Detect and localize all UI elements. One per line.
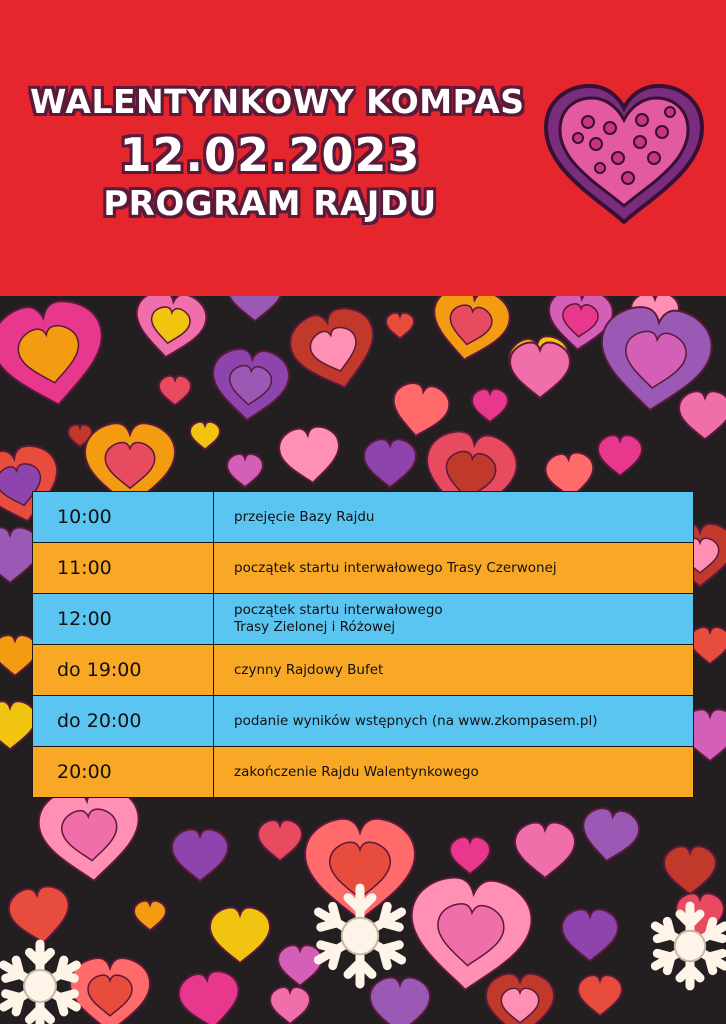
schedule-row: [33, 645, 694, 696]
schedule-time: do 19:00: [33, 645, 214, 696]
schedule-event: przejęcie Bazy Rajdu: [214, 492, 694, 543]
schedule-time: 20:00: [33, 747, 214, 798]
schedule-event: czynny Rajdowy Bufet: [214, 645, 694, 696]
schedule-table: [32, 491, 694, 798]
schedule-row: [33, 747, 694, 798]
schedule-time: 11:00: [33, 543, 214, 594]
schedule-row: [33, 594, 694, 645]
schedule-event: początek startu interwałowego Trasy Czerwonej: [214, 543, 694, 594]
schedule-event: początek startu interwałowego Trasy Zielonej i Różowej: [214, 594, 694, 645]
header-banner: [0, 0, 726, 296]
schedule-event: zakończenie Rajdu Walentynkowego: [214, 747, 694, 798]
schedule-row: [33, 696, 694, 747]
schedule-row: [33, 492, 694, 543]
event-title: WALENTYNKOWY KOMPAS: [30, 82, 525, 121]
event-date: 12.02.2023: [119, 128, 421, 182]
schedule-time: do 20:00: [33, 696, 214, 747]
schedule-time: 10:00: [33, 492, 214, 543]
schedule-row: [33, 543, 694, 594]
schedule-time: 12:00: [33, 594, 214, 645]
schedule-event: podanie wyników wstępnych (na www.zkompasem.pl): [214, 696, 694, 747]
program-heading: PROGRAM RAJDU: [103, 184, 437, 224]
heart-icon: [540, 82, 708, 230]
